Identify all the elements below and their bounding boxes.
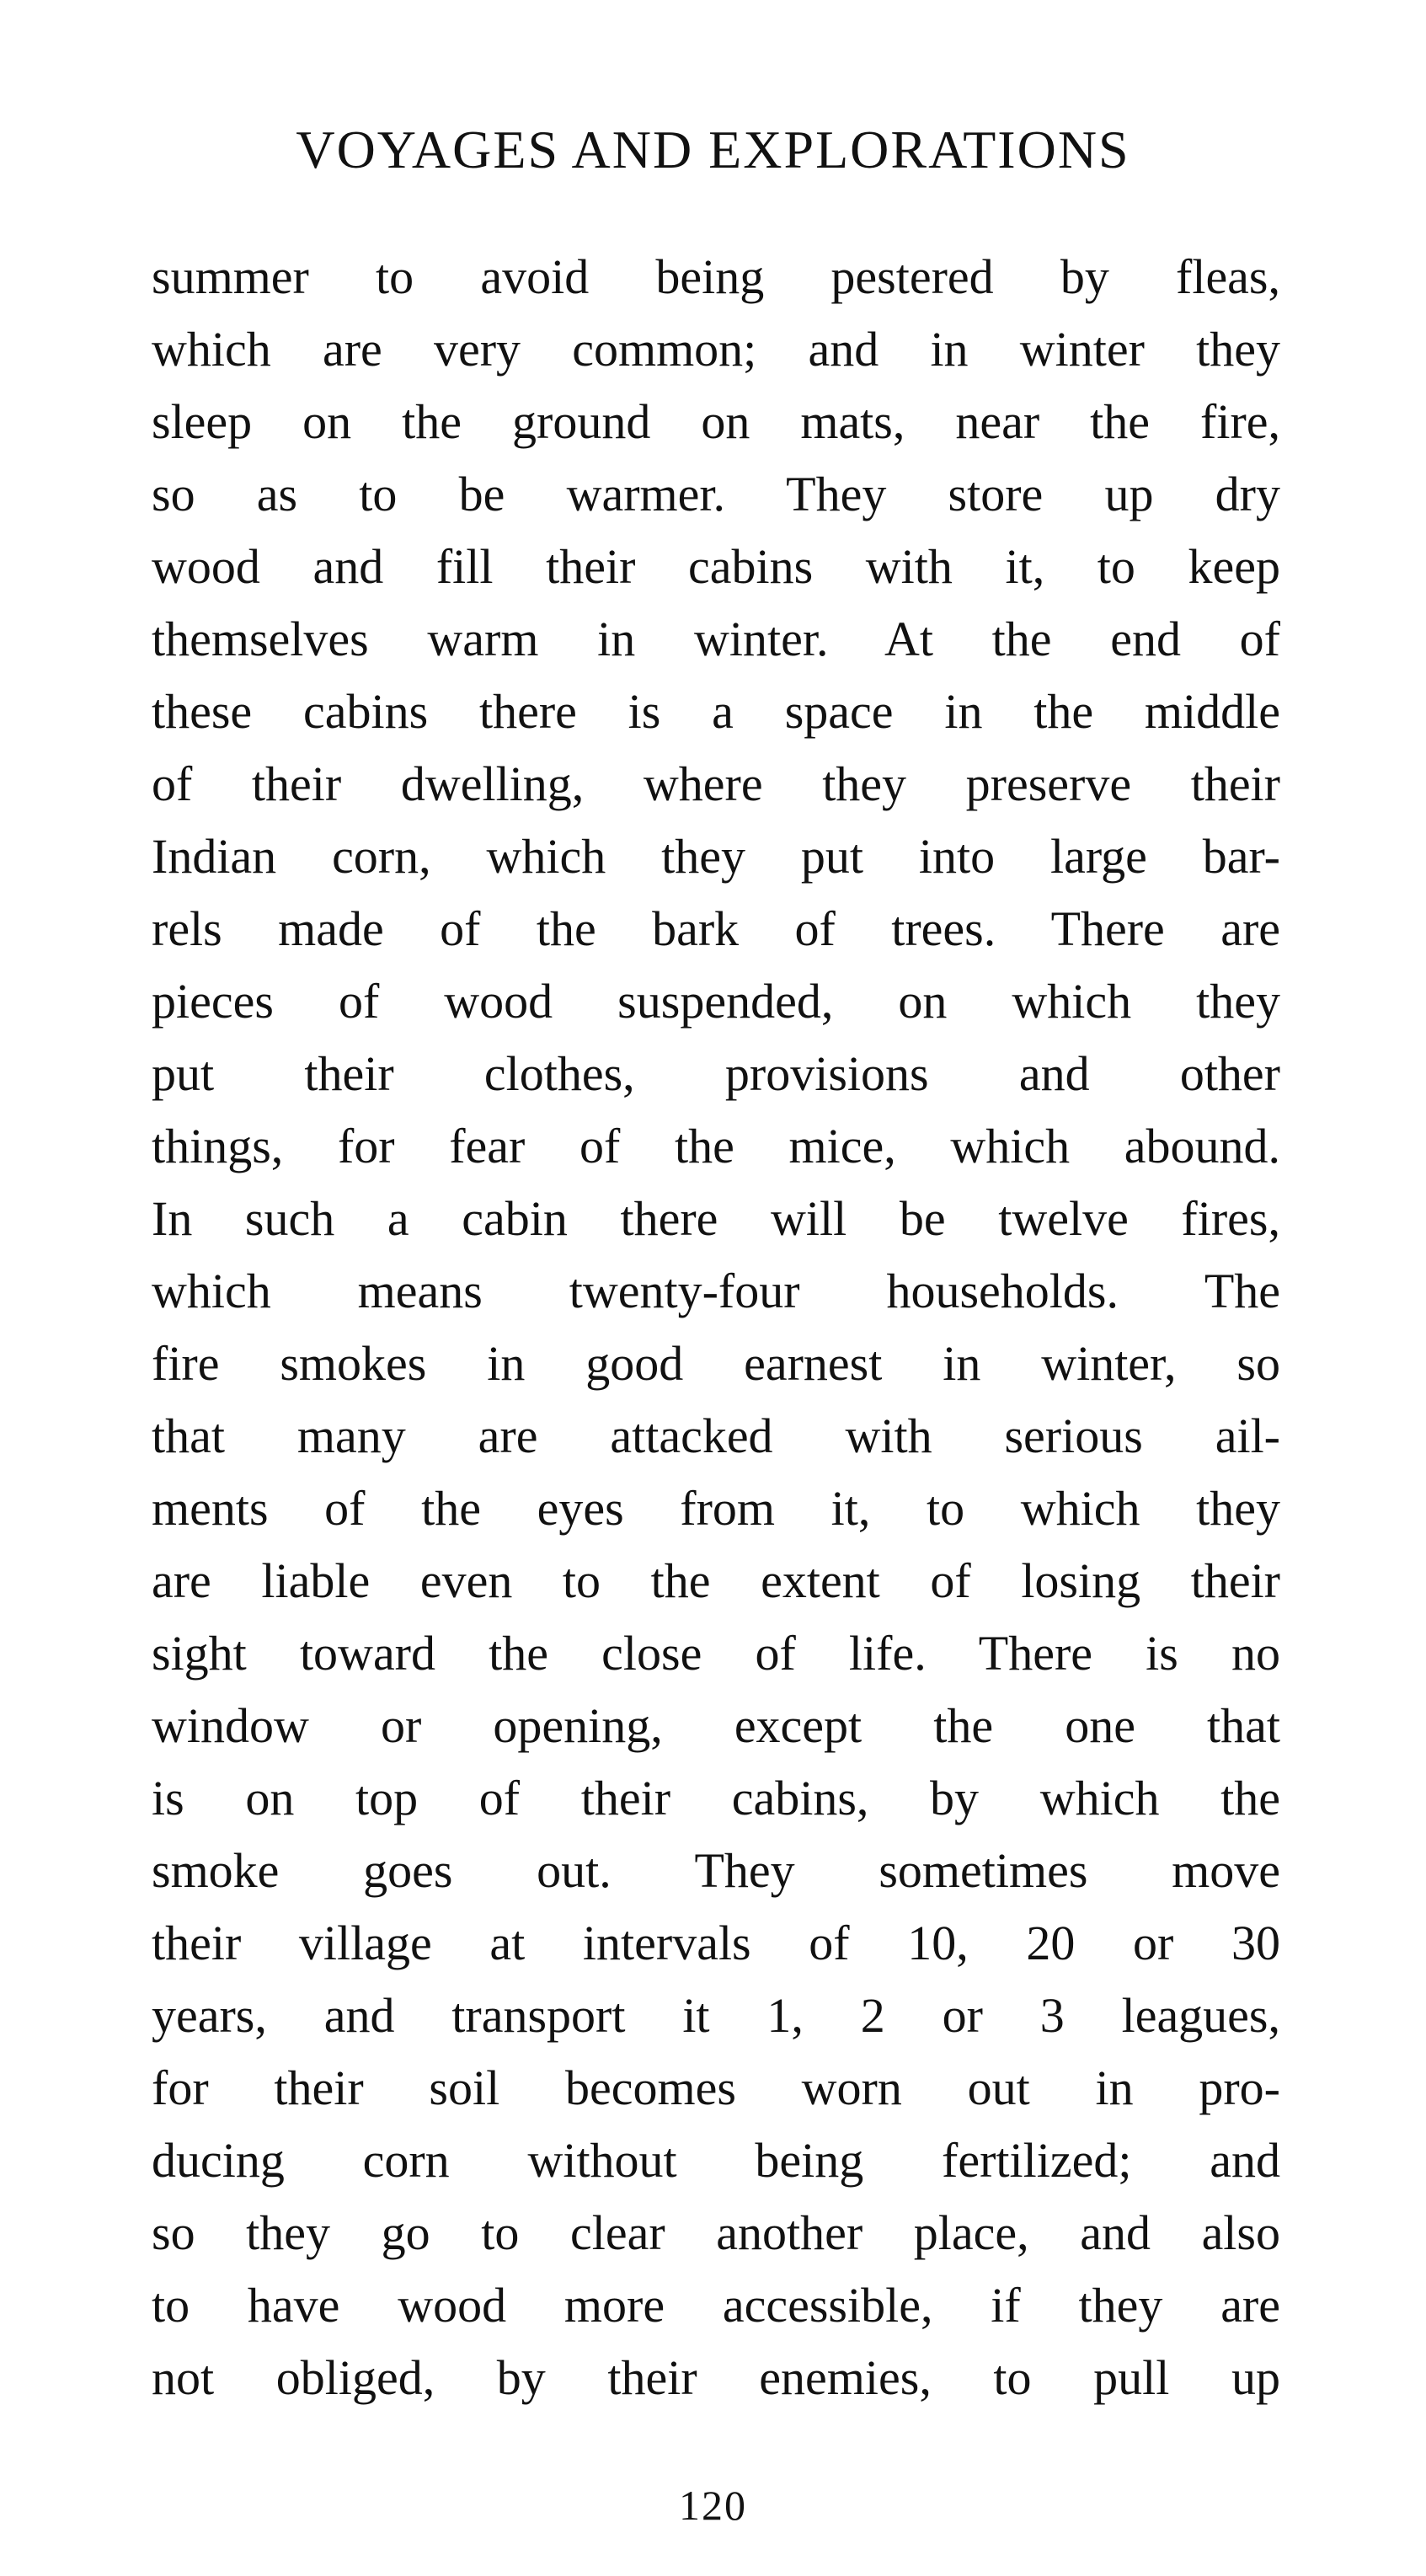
text-line: window or opening, except the one that bbox=[152, 1698, 1280, 1753]
text-line: Indian corn, which they put into large bar- bbox=[152, 829, 1280, 884]
text-line: pieces of wood suspended, on which they bbox=[152, 974, 1280, 1029]
text-line: is on top of their cabins, by which the bbox=[152, 1771, 1280, 1825]
text-line: so they go to clear another place, and also bbox=[152, 2205, 1280, 2260]
text-line: not obliged, by their enemies, to pull up bbox=[152, 2350, 1280, 2405]
text-line: that many are attacked with serious ail- bbox=[152, 1408, 1280, 1463]
text-line: fire smokes in good earnest in winter, so bbox=[152, 1336, 1280, 1391]
text-line: years, and transport it 1, 2 or 3 leagues, bbox=[152, 1988, 1280, 2043]
text-line: their village at intervals of 10, 20 or 30 bbox=[152, 1916, 1280, 1970]
text-line: wood and fill their cabins with it, to keep bbox=[152, 539, 1280, 594]
text-line: put their clothes, provisions and other bbox=[152, 1046, 1280, 1101]
running-head: VOYAGES AND EXPLORATIONS bbox=[296, 120, 1130, 179]
text-line: these cabins there is a space in the middle bbox=[152, 684, 1280, 739]
text-line: are liable even to the extent of losing their bbox=[152, 1553, 1280, 1608]
text-line: In such a cabin there will be twelve fires, bbox=[152, 1191, 1280, 1246]
text-line: of their dwelling, where they preserve their bbox=[152, 756, 1280, 811]
body-text bbox=[152, 241, 1280, 2414]
text-line: to have wood more accessible, if they are bbox=[152, 2278, 1280, 2333]
text-line: ments of the eyes from it, to which they bbox=[152, 1481, 1280, 1536]
text-line: which means twenty-four households. The bbox=[152, 1264, 1280, 1318]
text-line: so as to be warmer. They store up dry bbox=[152, 467, 1280, 521]
text-line: for their soil becomes worn out in pro- bbox=[152, 2060, 1280, 2115]
text-line: themselves warm in winter. At the end of bbox=[152, 612, 1280, 666]
page-number: 120 bbox=[679, 2482, 747, 2529]
text-line: ducing corn without being fertilized; and bbox=[152, 2133, 1280, 2188]
text-line: rels made of the bark of trees. There are bbox=[152, 901, 1280, 956]
text-line: sleep on the ground on mats, near the fire, bbox=[152, 394, 1280, 449]
text-line: which are very common; and in winter they bbox=[152, 322, 1280, 377]
text-line: sight toward the close of life. There is no bbox=[152, 1626, 1280, 1681]
text-line: smoke goes out. They sometimes move bbox=[152, 1843, 1280, 1898]
text-line: things, for fear of the mice, which abound. bbox=[152, 1119, 1280, 1173]
text-line: summer to avoid being pestered by fleas, bbox=[152, 249, 1280, 304]
